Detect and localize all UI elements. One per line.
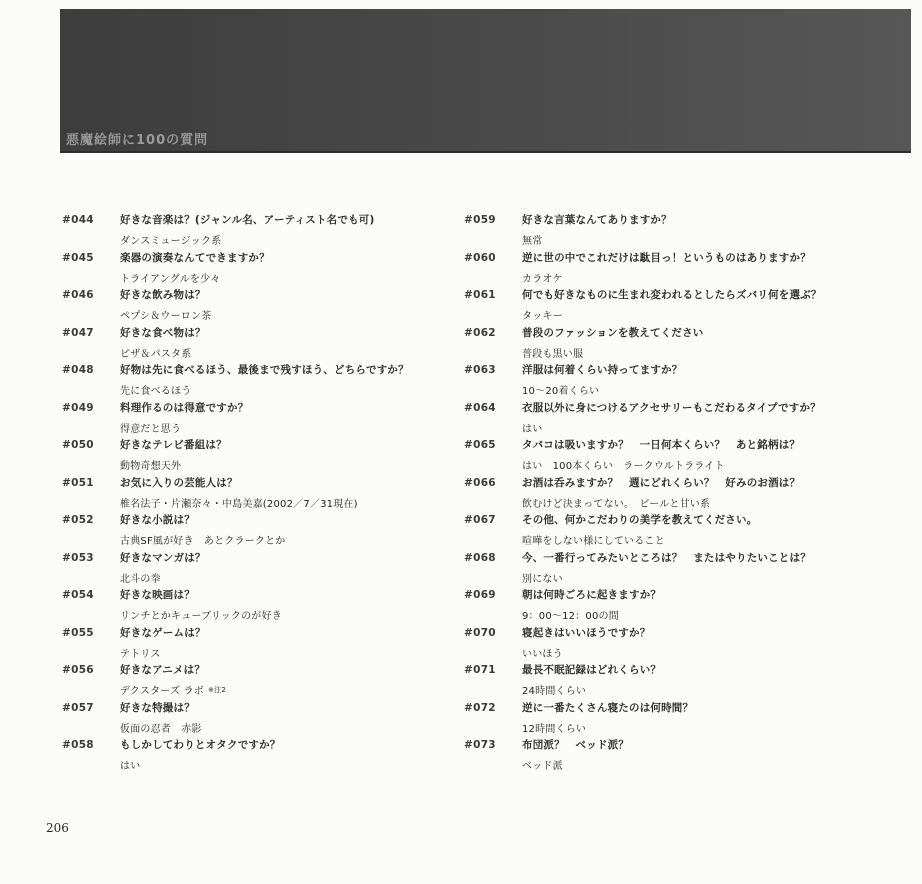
answer-label: ダンスミュージック系: [120, 236, 222, 247]
question-number: #067: [464, 514, 496, 526]
qa-item: [464, 700, 912, 738]
question-number: #051: [62, 476, 94, 489]
answer-label: 古典SF風が好き あとクラークとか: [120, 536, 286, 547]
answer-text: [522, 645, 563, 660]
question-number: #045: [62, 251, 94, 264]
answer-text: [120, 457, 181, 472]
answer-text: [120, 607, 282, 622]
qa-item: [62, 212, 452, 250]
question-text: 逆に世の中でこれだけは駄目っ！というものはありますか？: [522, 251, 811, 264]
qa-item: [62, 662, 452, 700]
qa-item: [464, 512, 912, 550]
question-text: 今、一番行ってみたいところは？ またはやりたいことは？: [522, 551, 811, 564]
qa-item: [464, 362, 912, 400]
question-number: #065: [464, 439, 496, 451]
question-text: 好きなアニメは？: [120, 664, 206, 676]
qa-item: [464, 587, 912, 625]
qa-item: [464, 287, 912, 325]
answer-text: [120, 645, 161, 660]
qa-item: [464, 662, 912, 700]
answer-label: 北斗の拳: [120, 573, 161, 585]
question-text: 料理作るのは得意ですか？: [120, 401, 249, 414]
question-number: #048: [62, 364, 94, 376]
answer-label: 椎名法子・片瀬奈々・中島美嘉(2002／7／31現在): [120, 498, 358, 510]
answer-label: 飲むけど決まってない。 ビールと甘い系: [522, 498, 711, 510]
question-number: #070: [464, 626, 496, 639]
answer-label: ペプシ＆ウーロン茶: [120, 311, 212, 322]
answer-label: 先に食べるほう: [120, 386, 192, 397]
qa-item: [464, 475, 912, 513]
answer-label: ピザ＆パスタ系: [120, 348, 192, 360]
qa-item: [62, 400, 452, 438]
question-text: 楽器の演奏なんてできますか？: [120, 251, 270, 264]
qa-item: [464, 400, 912, 438]
question-text: 衣服以外に身につけるアクセサリーもこだわるタイプですか？: [522, 401, 821, 414]
qa-item: [62, 587, 452, 625]
qa-item: [62, 250, 452, 288]
question-text: 好きなマンガは？: [120, 551, 206, 564]
question-text: 寝起きはいいほうですか？: [522, 626, 651, 639]
question-number: #066: [464, 476, 496, 489]
right-question-column: [464, 212, 912, 775]
qa-item: [62, 287, 452, 325]
question-number: #064: [464, 401, 496, 414]
question-text: 好きなゲームは？: [120, 626, 206, 639]
page-title: 悪魔絵師に100の質問: [66, 133, 209, 148]
answer-label: テトリス: [120, 648, 161, 660]
answer-label: トライアングルを少々: [120, 273, 221, 285]
answer-text: [120, 270, 221, 285]
question-number: #049: [62, 401, 94, 414]
question-text: 好きな音楽は？(ジャンル名、アーティスト名でも可): [120, 214, 375, 226]
question-text: 最長不眠記録はどれくらい？: [522, 664, 662, 676]
qa-item: [464, 212, 912, 250]
answer-text: [522, 420, 542, 435]
qa-item: [62, 550, 452, 588]
qa-item: [464, 550, 912, 588]
answer-text: [120, 532, 286, 547]
answer-label: 得意だと思う: [120, 423, 182, 435]
answer-text: [522, 345, 583, 360]
answer-text: [522, 570, 563, 585]
answer-text: [120, 757, 140, 772]
question-text: 好きな飲み物は？: [120, 289, 206, 301]
answer-label: 12時間くらい: [522, 723, 587, 735]
answer-text: [120, 232, 221, 247]
answer-label: はい: [120, 761, 141, 772]
question-number: #060: [464, 251, 496, 264]
question-text: 好きな言葉なんてありますか？: [522, 214, 672, 226]
qa-item: [62, 700, 452, 738]
question-number: #044: [62, 214, 94, 226]
answer-label: デクスターズ ラボ: [120, 686, 204, 697]
answer-label: 9：00〜12：00の間: [522, 611, 619, 622]
answer-text: [120, 570, 161, 585]
answer-text: [522, 532, 665, 547]
answer-label: 普段も黒い服: [522, 348, 584, 360]
answer-label: ベッド派: [522, 761, 563, 772]
qa-item: [62, 362, 452, 400]
question-text: お酒は呑みますか？ 週にどれくらい？ 好みのお酒は？: [522, 476, 801, 489]
qa-item: [464, 250, 912, 288]
answer-label: 仮面の忍者 赤影: [120, 723, 202, 735]
question-text: 好きな映画は？: [120, 589, 195, 601]
question-text: 好きなテレビ番組は？: [120, 439, 227, 451]
header-banner: [60, 9, 911, 153]
question-number: #059: [464, 214, 496, 226]
question-number: #056: [62, 664, 94, 676]
answer-label: はい 100本くらい ラークウルトラライト: [522, 461, 725, 472]
question-number: #071: [464, 664, 496, 676]
qa-item: [464, 325, 912, 363]
answer-label: リンチとかキューブリックのが好き: [120, 611, 282, 622]
answer-text: [522, 607, 619, 622]
question-text: 好きな特撮は？: [120, 701, 195, 714]
qa-item: [62, 475, 452, 513]
question-text: タバコは吸いますか？ 一日何本くらい？ あと銘柄は？: [522, 439, 801, 451]
left-question-column: [62, 212, 452, 775]
question-text: 好物は先に食べるほう、最後まで残すほう、どちらですか？: [120, 364, 409, 376]
answer-label: はい: [522, 423, 543, 435]
answer-label: カラオケ: [522, 273, 563, 285]
qa-item: [62, 325, 452, 363]
qa-item: [464, 625, 912, 663]
question-number: #069: [464, 589, 496, 601]
question-text: 何でも好きなものに生まれ変われるとしたらズバリ何を選ぶ？: [522, 289, 822, 301]
question-number: #068: [464, 551, 496, 564]
question-number: #050: [62, 439, 94, 451]
answer-text: [120, 495, 358, 510]
qa-item: [62, 512, 452, 550]
question-text: お気に入りの芸能人は？: [120, 476, 238, 489]
question-number: #062: [464, 326, 496, 339]
qa-item: [464, 737, 912, 775]
answer-text: [120, 682, 226, 697]
question-number: #054: [62, 589, 94, 601]
question-number: #057: [62, 701, 94, 714]
question-number: #055: [62, 626, 94, 639]
answer-text: [522, 382, 599, 397]
answer-text: [120, 720, 202, 735]
answer-label: タッキー: [522, 311, 563, 322]
answer-text: [522, 457, 725, 472]
answer-label: 24時間くらい: [522, 686, 587, 697]
answer-text: [522, 720, 586, 735]
question-text: 普段のファッションを教えてください: [522, 326, 704, 339]
answer-text: [522, 495, 710, 510]
question-number: #072: [464, 701, 496, 714]
page-number: 206: [46, 821, 69, 835]
question-number: #058: [62, 739, 94, 751]
answer-text: [522, 682, 586, 697]
question-number: #052: [62, 514, 94, 526]
answer-text: [522, 232, 542, 247]
qa-item: [62, 437, 452, 475]
answer-text: [120, 420, 181, 435]
question-number: #053: [62, 551, 94, 564]
question-number: #046: [62, 289, 94, 301]
answer-text: [120, 345, 191, 360]
answer-text: [522, 307, 563, 322]
answer-label: いいほう: [522, 648, 563, 660]
question-text: 好きな小説は？: [120, 514, 195, 526]
question-number: #061: [464, 289, 496, 301]
qa-item: [62, 625, 452, 663]
qa-item: [62, 737, 452, 775]
answer-text: [120, 307, 211, 322]
answer-label: 無常: [522, 236, 543, 247]
answer-label: 別にない: [522, 573, 563, 585]
answer-label: 喧嘩をしない様にしていること: [522, 536, 665, 547]
question-text: 逆に一番たくさん寝たのは何時間？: [522, 701, 694, 714]
question-text: 朝は何時ごろに起きますか？: [522, 589, 662, 601]
answer-label: 動物奇想天外: [120, 461, 182, 472]
answer-label: 10〜20着くらい: [522, 386, 600, 397]
question-text: 好きな食べ物は？: [120, 326, 206, 339]
question-text: 布団派？ ベッド派？: [522, 739, 629, 751]
question-number: #063: [464, 364, 496, 376]
answer-text: [522, 270, 563, 285]
qa-item: [464, 437, 912, 475]
footnote-marker: ※注2: [207, 686, 226, 694]
question-text: もしかしてわりとオタクですか？: [120, 739, 281, 751]
question-text: 洋服は何着くらい持ってますか？: [522, 364, 683, 376]
question-number: #073: [464, 739, 496, 751]
question-number: #047: [62, 326, 94, 339]
question-text: その他、何かこだわりの美学を教えてください。: [522, 514, 758, 526]
answer-text: [522, 757, 563, 772]
answer-text: [120, 382, 191, 397]
